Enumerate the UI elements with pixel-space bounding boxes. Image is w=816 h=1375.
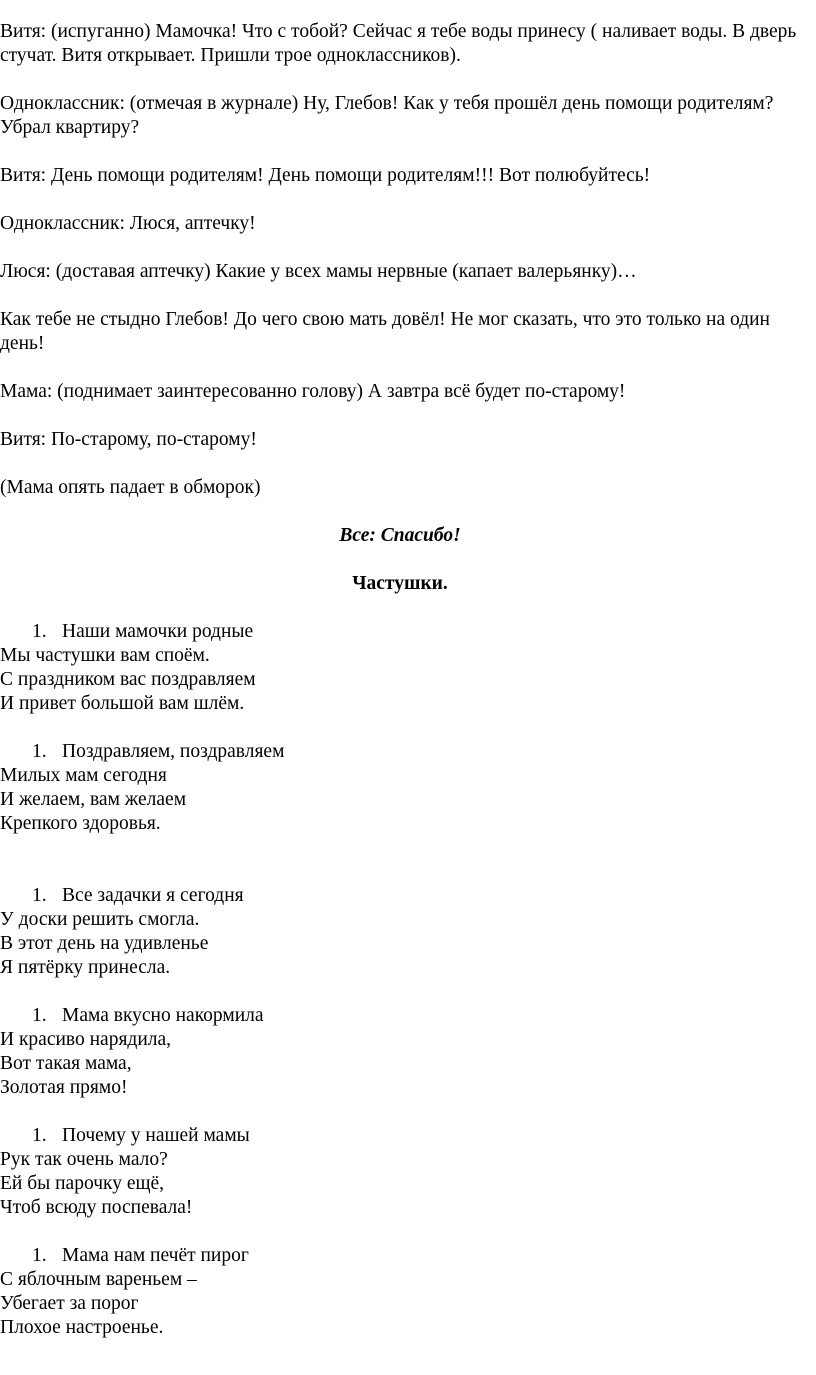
all-thanks-heading: Все: Спасибо! [339,525,461,546]
verse-first-text: Поздравляем, поздравляем [62,741,285,762]
section-title: Частушки. [352,573,448,594]
verse [0,1004,800,1100]
list-number: 1. [32,1245,47,1266]
verse-first-line [0,620,800,644]
dialogue-paragraph: Одноклассник: (отмечая в журнале) Ну, Глебов! Как у тебя прошёл день помощи родителям? Убрал квартиру? [0,93,774,138]
verse-line: И привет большой вам шлём. [0,693,245,714]
verse [0,1124,800,1220]
dialogue-paragraph: Как тебе не стыдно Глебов! До чего свою мать довёл! Не мог сказать, что это только на один день! [0,309,770,354]
verse-line: С праздником вас поздравляем [0,669,256,690]
verse-first-text: Мама нам печёт пирог [62,1245,249,1266]
verse [0,620,800,716]
dialogue-paragraph: Витя: По-старому, по-старому! [0,429,257,450]
verse-line: Я пятёрку принесла. [0,957,171,978]
verse-line: Мы частушки вам споём. [0,645,210,666]
list-number: 1. [32,1005,47,1026]
list-number: 1. [32,621,47,642]
verse-first-line [0,884,800,908]
verse-first-text: Почему у нашей мамы [62,1125,250,1146]
list-number: 1. [32,1125,47,1146]
dialogue-paragraph: Люся: (доставая аптечку) Какие у всех мамы нервные (капает валерьянку)… [0,261,637,282]
verse-first-text: Наши мамочки родные [62,621,254,642]
verse [0,740,800,836]
verse [0,884,800,980]
verse-line: Золотая прямо! [0,1077,128,1098]
verse-first-text: Все задачки я сегодня [62,885,244,906]
list-number: 1. [32,885,47,906]
verse-line: И красиво нарядила, [0,1029,172,1050]
verse-first-line [0,1124,800,1148]
dialogue-paragraph: Мама: (поднимает заинтересованно голову) А завтра всё будет по-старому! [0,381,626,402]
verse-line: И желаем, вам желаем [0,789,187,810]
verse-first-line [0,1244,800,1268]
dialogue-paragraph: (Мама опять падает в обморок) [0,477,261,498]
dialogue-paragraph: Витя: День помощи родителям! День помощи родителям!!! Вот полюбуйтесь! [0,165,651,186]
document-page [0,20,800,1364]
verse-line: В этот день на удивленье [0,933,209,954]
verse-line: Плохое настроенье. [0,1317,164,1338]
dialogue-paragraph: Одноклассник: Люся, аптечку! [0,213,256,234]
list-number: 1. [32,741,47,762]
verse-line: Чтоб всюду поспевала! [0,1197,193,1218]
verse-first-line [0,1004,800,1028]
verse-first-text: Мама вкусно накормила [62,1005,264,1026]
verse-line: С яблочным вареньем – [0,1269,197,1290]
verse-line: У доски решить смогла. [0,909,200,930]
verse-line: Милых мам сегодня [0,765,167,786]
verse-line: Рук так очень мало? [0,1149,168,1170]
verse-line: Убегает за порог [0,1293,139,1314]
verse-line: Вот такая мама, [0,1053,132,1074]
verse-first-line [0,740,800,764]
verse [0,1244,800,1340]
verse-line: Ей бы парочку ещё, [0,1173,165,1194]
verse-line: Крепкого здоровья. [0,813,161,834]
dialogue-paragraph: Витя: (испуганно) Мамочка! Что с тобой? Сейчас я тебе воды принесу ( наливает воды. В дверь стучат. Витя открывает. Пришли трое одноклассников). [0,21,797,66]
